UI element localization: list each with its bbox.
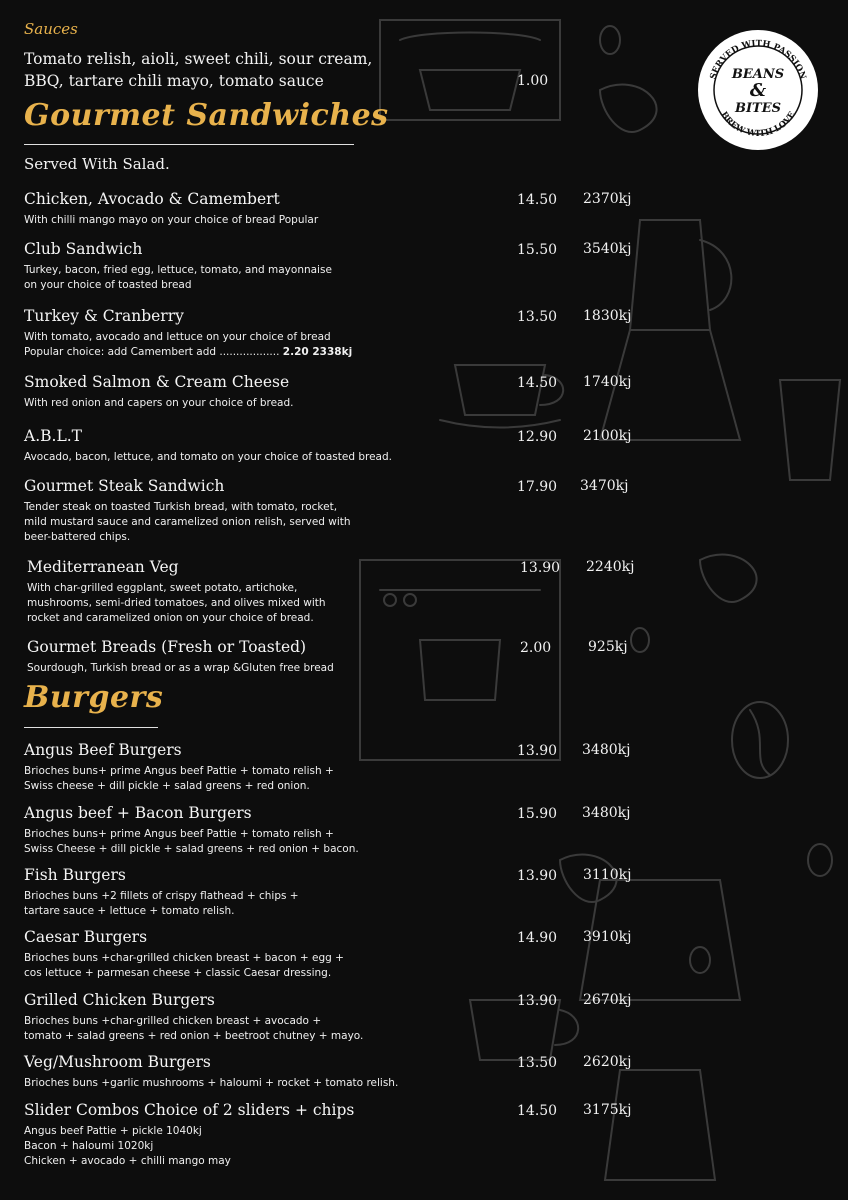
menu-item-name: Angus Beef Burgers [24, 741, 182, 759]
svg-text:BITES: BITES [734, 101, 782, 116]
sandwiches-title-rule [24, 144, 354, 145]
menu-item-kilojoules: 3540kj [583, 241, 632, 257]
menu-item-name: Slider Combos Choice of 2 sliders + chips [24, 1101, 355, 1119]
menu-item-description [24, 396, 294, 411]
sandwiches-subtitle: Served With Salad. [24, 155, 170, 173]
sandwiches-title: Gourmet Sandwiches [24, 98, 389, 133]
menu-item-price: 15.90 [517, 806, 558, 822]
menu-item-description [24, 1154, 231, 1169]
menu-item-description [27, 661, 334, 676]
menu-item-name: A.B.L.T [24, 427, 82, 445]
menu-item-description [24, 1076, 398, 1091]
menu-item-price: 14.50 [517, 1103, 558, 1119]
menu-item-description [24, 904, 234, 919]
menu-item-description-text: Angus beef Pattie + pickle 1040kj [24, 1125, 202, 1137]
menu-item-description [24, 500, 337, 515]
menu-item-name: Fish Burgers [24, 866, 126, 884]
menu-item-description [24, 827, 334, 842]
menu-item-price: 17.90 [517, 479, 558, 495]
menu-item-description-text: beer-battered chips. [24, 531, 131, 543]
menu-item-price: 14.50 [517, 375, 558, 391]
menu-item-description [24, 1124, 202, 1139]
menu-item-name: Smoked Salmon & Cream Cheese [24, 373, 290, 391]
menu-item-description-text: Popular choice: add Camembert add .................. [24, 346, 280, 358]
menu-item-kilojoules: 925kj [588, 639, 628, 655]
menu-item-description [24, 1139, 153, 1154]
menu-item-description-text: Brioches buns+ prime Angus beef Pattie + tomato relish + [24, 828, 334, 840]
menu-item-kilojoules: 1740kj [583, 374, 632, 390]
menu-item-price: 14.90 [517, 930, 558, 946]
menu-item-kilojoules: 3480kj [582, 805, 631, 821]
menu-item-description [27, 596, 326, 611]
menu-item-kilojoules: 3480kj [582, 742, 631, 758]
menu-item-description-text: Brioches buns +char-grilled chicken breast + avocado + [24, 1015, 322, 1027]
menu-item-name: Caesar Burgers [24, 928, 148, 946]
menu-item-name: Club Sandwich [24, 240, 143, 258]
burgers-title: Burgers [24, 680, 164, 715]
menu-item-description [24, 764, 334, 779]
menu-item-kilojoules: 2100kj [583, 428, 632, 444]
menu-item-description-text: Turkey, bacon, fried egg, lettuce, tomato, and mayonnaise [24, 264, 332, 276]
menu-item-price: 2.00 [520, 640, 552, 656]
sauces-line-2: BBQ, tartare chili mayo, tomato sauce [24, 72, 324, 90]
menu-item-name: Gourmet Breads (Fresh or Toasted) [27, 638, 307, 656]
menu-item-description-text: tomato + salad greens + red onion + beetroot chutney + mayo. [24, 1030, 364, 1042]
menu-item-kilojoules: 2620kj [583, 1054, 632, 1070]
menu-item-description-text: Brioches buns+ prime Angus beef Pattie + tomato relish + [24, 765, 334, 777]
menu-item-description-text: rocket and caramelized onion on your choice of bread. [27, 612, 314, 624]
menu-item-description [24, 278, 192, 293]
menu-item-kilojoules: 3470kj [580, 478, 629, 494]
menu-item-description [24, 889, 299, 904]
menu-item-price: 14.50 [517, 192, 558, 208]
menu-item-description-text: Avocado, bacon, lettuce, and tomato on your choice of toasted bread. [24, 451, 392, 463]
sauces-price: 1.00 [517, 73, 549, 89]
menu-item-description [24, 1029, 363, 1044]
menu-item-description-text: mild mustard sauce and caramelized onion relish, served with [24, 516, 351, 528]
menu-item-description [24, 530, 130, 545]
menu-item-description-text: Swiss Cheese + dill pickle + salad greens + red onion + bacon. [24, 843, 359, 855]
menu-item-description-text: Brioches buns +garlic mushrooms + haloumi + rocket + tomato relish. [24, 1077, 399, 1089]
menu-item-description-text: tartare sauce + lettuce + tomato relish. [24, 905, 235, 917]
menu-item-description-text: With chilli mango mayo on your choice of bread Popular [24, 214, 319, 226]
menu-item-description-text: Tender steak on toasted Turkish bread, with tomato, rocket, [24, 501, 338, 513]
menu-item-description [24, 779, 310, 794]
menu-item-kilojoules: 1830kj [583, 308, 632, 324]
menu-item-description [24, 263, 332, 278]
menu-item-addon-price: 2.20 2338kj [282, 346, 353, 358]
menu-item-name: Grilled Chicken Burgers [24, 991, 215, 1009]
menu-item-kilojoules: 2370kj [583, 191, 632, 207]
menu-item-description [27, 581, 297, 596]
menu-item-description [24, 1014, 321, 1029]
menu-item-description [24, 966, 331, 981]
menu-item-description [24, 345, 352, 360]
menu-item-kilojoules: 3110kj [583, 867, 632, 883]
burgers-title-rule [24, 727, 158, 728]
menu-item-name: Angus beef + Bacon Burgers [24, 804, 252, 822]
svg-text:BREW WITH LOVE: BREW WITH LOVE [718, 110, 798, 140]
menu-item-description [24, 330, 331, 345]
menu-item-description-text: mushrooms, semi-dried tomatoes, and olives mixed with [27, 597, 326, 609]
menu-item-name: Gourmet Steak Sandwich [24, 477, 225, 495]
menu-item-price: 13.90 [520, 560, 561, 576]
menu-item-price: 15.50 [517, 242, 558, 258]
menu-item-description-text: on your choice of toasted bread [24, 279, 192, 291]
menu-item-description [24, 450, 392, 465]
svg-text:&: & [749, 80, 767, 101]
menu-item-price: 13.90 [517, 868, 558, 884]
menu-item-kilojoules: 3910kj [583, 929, 632, 945]
menu-item-description-text: With char-grilled eggplant, sweet potato, artichoke, [27, 582, 298, 594]
menu-item-description [27, 611, 314, 626]
menu-item-description-text: Bacon + haloumi 1020kj [24, 1140, 154, 1152]
menu-item-price: 13.50 [517, 309, 558, 325]
menu-item-price: 13.90 [517, 743, 558, 759]
menu-item-description-text: cos lettuce + parmesan cheese + classic Caesar dressing. [24, 967, 332, 979]
menu-item-price: 13.50 [517, 1055, 558, 1071]
menu-item-name: Veg/Mushroom Burgers [24, 1053, 211, 1071]
menu-item-name: Mediterranean Veg [27, 558, 179, 576]
menu-item-description [24, 842, 359, 857]
svg-text:SERVED WITH PASSION: SERVED WITH PASSION [708, 38, 808, 81]
menu-item-description [24, 951, 344, 966]
menu-item-kilojoules: 2240kj [586, 559, 635, 575]
menu-item-price: 12.90 [517, 429, 558, 445]
menu-item-description-text: Swiss cheese + dill pickle + salad greens + red onion. [24, 780, 310, 792]
menu-item-description [24, 515, 351, 530]
svg-text:BEANS: BEANS [731, 67, 785, 82]
sauces-label: Sauces [24, 20, 78, 38]
menu-item-description-text: With red onion and capers on your choice of bread. [24, 397, 294, 409]
menu-item-kilojoules: 3175kj [583, 1102, 632, 1118]
sauces-line-1: Tomato relish, aioli, sweet chili, sour cream, [24, 50, 373, 68]
menu-item-price: 13.90 [517, 993, 558, 1009]
menu-item-description-text: Sourdough, Turkish bread or as a wrap &Gluten free bread [27, 662, 334, 674]
menu-item-description [24, 213, 318, 228]
menu-item-name: Turkey & Cranberry [24, 307, 184, 325]
menu-item-name: Chicken, Avocado & Camembert [24, 190, 280, 208]
menu-item-description-text: With tomato, avocado and lettuce on your choice of bread [24, 331, 331, 343]
menu-item-description-text: Chicken + avocado + chilli mango may [24, 1155, 231, 1167]
menu-item-kilojoules: 2670kj [583, 992, 632, 1008]
beans-and-bites-logo [696, 28, 820, 152]
menu-item-description-text: Brioches buns +2 fillets of crispy flathead + chips + [24, 890, 299, 902]
menu-item-description-text: Brioches buns +char-grilled chicken breast + bacon + egg + [24, 952, 344, 964]
